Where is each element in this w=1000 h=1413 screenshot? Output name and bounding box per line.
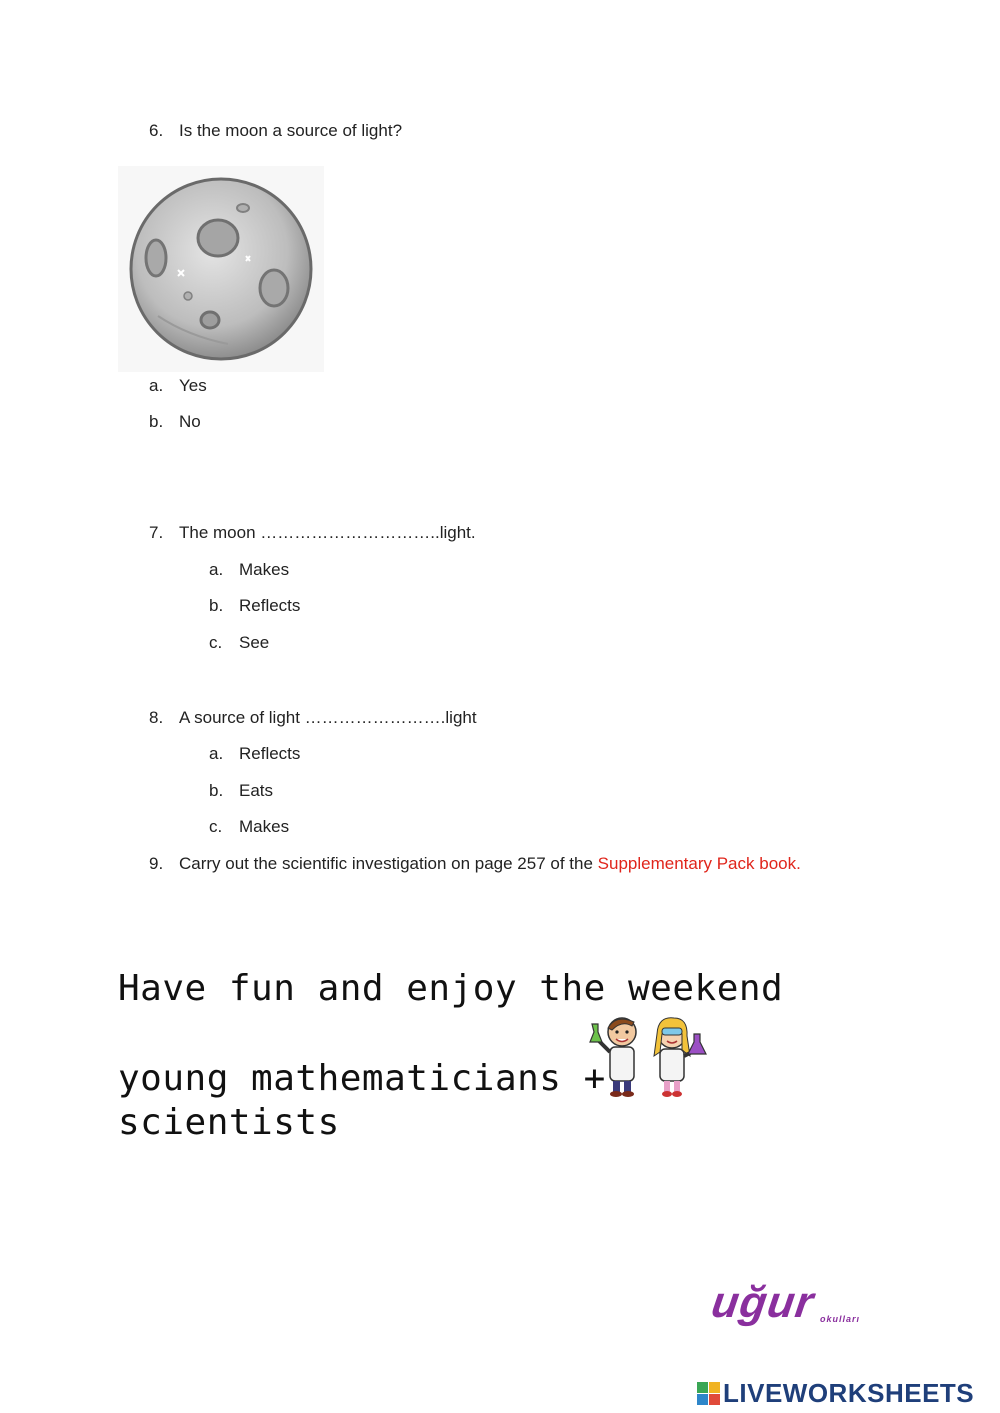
q7-option-b[interactable] <box>209 595 300 617</box>
option-text: Reflects <box>239 596 301 615</box>
option-letter: b. <box>209 596 224 615</box>
q8-option-b[interactable] <box>209 780 273 802</box>
option-letter: b. <box>209 781 224 800</box>
option-text: Makes <box>239 817 290 836</box>
closing-line-1: Have fun and enjoy the weekend <box>118 968 784 1009</box>
question-9 <box>149 853 801 875</box>
q6-option-a[interactable] <box>149 375 207 397</box>
option-text: Eats <box>239 781 274 800</box>
question-9-text: Carry out the scientific investigation on page 257 of the <box>179 854 598 873</box>
question-6-number: 6. <box>149 121 164 140</box>
school-logo-text: uğur <box>708 1278 818 1327</box>
q6-option-b[interactable] <box>149 411 201 433</box>
school-logo-subtitle: okulları <box>820 1314 861 1324</box>
option-letter: c. <box>209 633 223 652</box>
closing-line-3: scientists <box>118 1102 340 1143</box>
question-6 <box>149 120 402 142</box>
q8-option-a[interactable] <box>209 743 300 765</box>
scientists-icon <box>586 1010 712 1098</box>
closing-line-2: young mathematicians + <box>118 1058 606 1099</box>
option-letter: a. <box>149 376 164 395</box>
liveworksheets-logo-text: LIVEWORKSHEETS <box>723 1378 975 1408</box>
option-text: See <box>239 633 270 652</box>
option-text: Yes <box>179 376 207 395</box>
question-8-text: A source of light …………………….light <box>179 708 477 727</box>
school-logo <box>708 1278 928 1332</box>
moon-image <box>118 166 324 372</box>
question-8 <box>149 707 477 729</box>
q7-option-a[interactable] <box>209 559 289 581</box>
supplementary-pack-book-label: Supplementary Pack book. <box>597 854 801 873</box>
moon-icon <box>118 166 324 372</box>
liveworksheets-logo <box>697 1378 997 1410</box>
question-7-number: 7. <box>149 523 164 542</box>
option-letter: c. <box>209 817 223 836</box>
question-6-text: Is the moon a source of light? <box>179 121 403 140</box>
question-7 <box>149 522 476 544</box>
question-9-number: 9. <box>149 854 164 873</box>
q7-option-c[interactable] <box>209 632 269 654</box>
option-letter: a. <box>209 560 224 579</box>
option-text: Makes <box>239 560 290 579</box>
option-letter: b. <box>149 412 164 431</box>
option-text: No <box>179 412 201 431</box>
option-text: Reflects <box>239 744 301 763</box>
scientists-image <box>586 1010 712 1098</box>
option-letter: a. <box>209 744 224 763</box>
q8-option-c[interactable] <box>209 816 289 838</box>
liveworksheets-blocks-icon <box>697 1382 721 1406</box>
question-8-number: 8. <box>149 708 164 727</box>
question-7-text: The moon …………………………..light. <box>179 523 476 542</box>
